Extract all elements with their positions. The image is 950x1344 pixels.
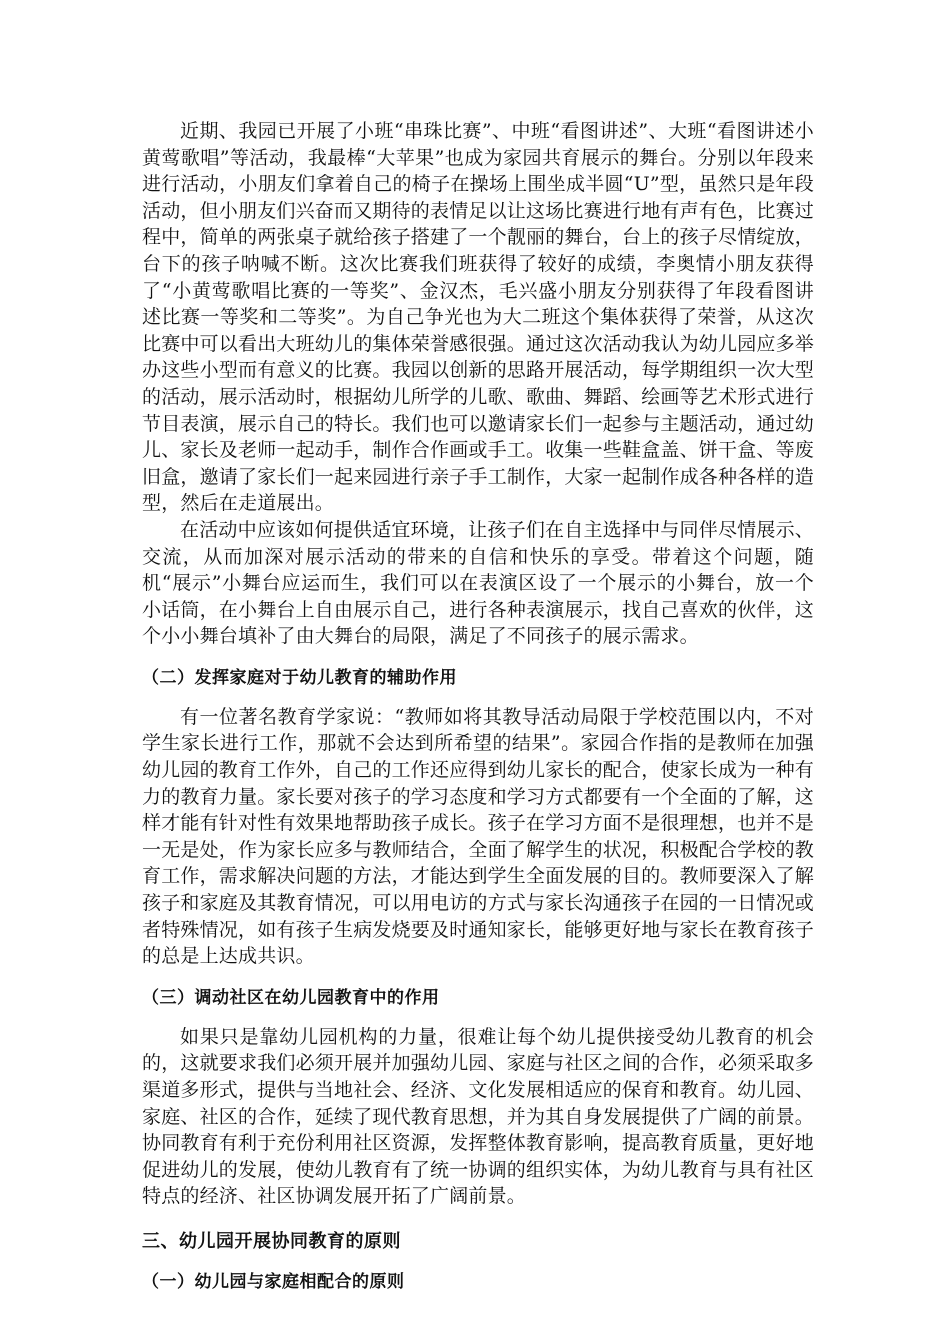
section-heading-family-role: （二）发挥家庭对于幼儿教育的辅助作用 <box>142 667 457 688</box>
paragraph-family-cooperation: 有一位著名教育学家说：“教师如将其教导活动局限于学校范围以内，不对学生家长进行工作，那就不会达到所希望的结果”。家园合作指的是教师在加强幼儿园的教育工作外，自己的工作还应得到幼儿家长的配合，使家长成为一种有力的教育力量。家长要对孩子的学习态度和学习方式都要有一个全面的了解，这样才能有针对性有效果地帮助孩子成长。孩子在学习方面不是很理想，也并不是一无是处，作为家长应多与教师结合，全面了解学生的状况，积极配合学校的教育工作，需求解决问题的方法，才能达到学生全面发展的目的。教师要深入了解孩子和家庭及其教育情况，可以用电访的方式与家长沟通孩子在园的一日情况或者特殊情况，如有孩子生病发烧要及时通知家长，能够更好地与家长在教育孩子的总是上达成共识。 <box>142 705 815 968</box>
chapter-heading-principles: 三、幼儿园开展协同教育的原则 <box>142 1230 401 1252</box>
document-page <box>142 118 814 1294</box>
paragraph-community-cooperation: 如果只是靠幼儿园机构的力量，很难让每个幼儿提供接受幼儿教育的机会的，这就要求我们必须开展并加强幼儿园、家庭与社区之间的合作，必须采取多渠道多形式，提供与当地社会、经济、文化发展相适应的保育和教育。幼儿园、家庭、社区的合作，延续了现代教育思想，并为其自身发展提供了广阔的前景。 协同教育有利于充份利用社区资源，发挥整体教育影响，提高教育质量，更好地促进幼儿的发展，使幼儿教育有了统一协调的组织实体，为幼儿教育与具有社区特点的经济、社区协调发展开拓了广阔前景。 <box>142 1025 815 1208</box>
paragraph-activities: 近期、我园已开展了小班“串珠比赛”、中班“看图讲述”、大班“看图讲述小黄莺歌唱”等活动，我最棒“大苹果”也成为家园共育展示的舞台。分别以年段来进行活动，小朋友们拿着自己的椅子在操场上围坐成半圆“U”型，虽然只是年段活动，但小朋友们兴奋而又期待的表情足以让这场比赛进行地有声有色，比赛过程中，简单的两张桌子就给孩子搭建了一个靓丽的舞台，台上的孩子尽情绽放，台下的孩子呐喊不断。这次比赛我们班获得了较好的成绩，李奥情小朋友获得了“小黄莺歌唱比赛的一等奖”、金汉杰，毛兴盛小朋友分别获得了年段看图讲述比赛一等奖和二等奖”。为自己争光也为大二班这个集体获得了荣誉，从这次比赛中可以看出大班幼儿的集体荣誉感很强。通过这次活动我认为幼儿园应多举办这些小型而有意义的比赛。我园以创新的思路开展活动，每学期组织一次大型的活动，展示活动时，根据幼儿所学的儿歌、歌曲、舞蹈、绘画等艺术形式进行节目表演，展示自己的特长。我们也可以邀请家长们一起参与主题活动，通过幼儿、家长及老师一起动手，制作合作画或手工。收集一些鞋盒盖、饼干盒、等废旧盒，邀请了家长们一起来园进行亲子手工制作，大家一起制作成各种各样的造型，然后在走道展出。 <box>142 120 815 515</box>
section-heading-community-role: （三）调动社区在幼儿园教育中的作用 <box>142 987 440 1008</box>
section-heading-kindergarten-family: （一）幼儿园与家庭相配合的原则 <box>142 1271 405 1292</box>
paragraph-small-stage: 在活动中应该如何提供适宜环境，让孩子们在自主选择中与同伴尽情展示、交流，从而加深对展示活动的带来的自信和快乐的享受。带着这个问题，随机“展示”小舞台应运而生，我们可以在表演区设了一个展示的小舞台，放一个小话筒，在小舞台上自由展示自己，进行各种表演展示，找自己喜欢的伙伴，这个小小舞台填补了由大舞台的局限，满足了不同孩子的展示需求。 <box>142 518 815 648</box>
